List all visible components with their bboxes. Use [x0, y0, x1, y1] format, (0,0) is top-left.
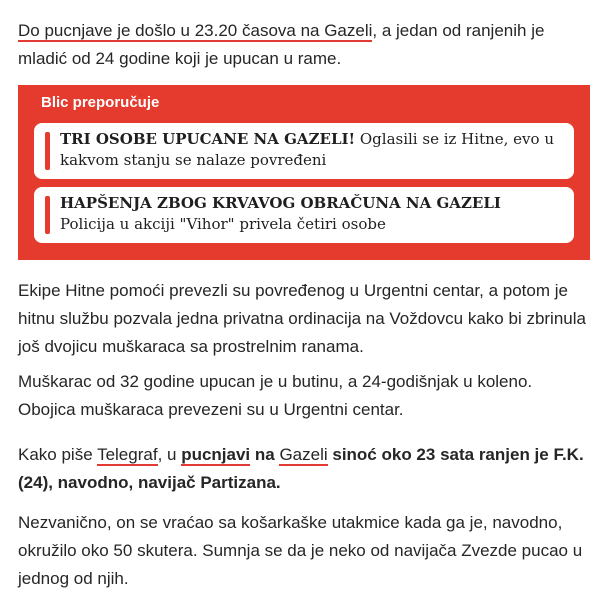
paragraph-telegraf-bold: sinoć oko 23 sata ranjen je F.K. (24), navodno, navijač Partizana. — [18, 445, 584, 492]
paragraph-telegraf-lead: Kako piše — [18, 445, 98, 464]
paragraph-skuteri: Nezvanično, on se vraćao sa košarkaške utakmice kada ga je, navodno, okružilo oko 50 skutera. Sumnja se da je neko od navijača Zvezde pucao u jednog od njih. — [18, 513, 583, 588]
recommended-article-1-text[interactable] — [60, 129, 560, 171]
paragraph-povrede: Muškarac od 32 godine upucan je u butinu, a 24-godišnjak u koleno. Obojica muškaraca prevezeni su u Urgentni centar. — [18, 372, 533, 419]
recommended-article-2[interactable] — [34, 187, 574, 243]
link-pucnjavi[interactable]: pucnjavi — [181, 445, 251, 464]
link-pucnjava-gazela[interactable]: Do pucnjave je došlo u 23.20 časova na Gazeli — [18, 21, 373, 40]
recommended-article-1[interactable] — [34, 123, 574, 179]
card-accent-bar — [45, 196, 50, 234]
recommended-article-1-headline: TRI OSOBE UPUCANE NA GAZELI! — [60, 130, 356, 148]
paragraph-intro-text: , a jedan od ranjenih je mladić od 24 godine koji je upucan u rame. — [18, 21, 545, 68]
paragraph-telegraf-sep1: , u — [157, 445, 182, 464]
card-accent-bar — [45, 132, 50, 170]
paragraph-telegraf — [18, 441, 588, 497]
recommended-box — [18, 85, 590, 260]
recommended-article-2-headline: HAPŠENJA ZBOG KRVAVOG OBRAČUNA NA GAZELI — [60, 194, 501, 212]
paragraph-telegraf-sep2: na — [250, 445, 280, 464]
recommended-box-title: Blic preporučuje — [41, 94, 160, 111]
link-gazeli[interactable]: Gazeli — [279, 445, 328, 464]
recommended-article-2-text[interactable] — [60, 193, 560, 235]
paragraph-hitna: Ekipe Hitne pomoći prevezli su povređenog u Urgentni centar, a potom je hitnu službu pozvala jedna privatna ordinacija na Voždovcu kako bi zbrinula još dvojicu muškaraca sa prostrelnim ranama. — [18, 281, 586, 356]
recommended-article-1-summary: Oglasili se iz Hitne, evo u kakvom stanju se nalaze povređeni — [60, 130, 554, 169]
paragraph-intro — [18, 17, 588, 73]
recommended-article-2-summary: Policija u akciji "Vihor" privela četiri osobe — [60, 215, 386, 233]
link-telegraf[interactable]: Telegraf — [97, 445, 158, 464]
